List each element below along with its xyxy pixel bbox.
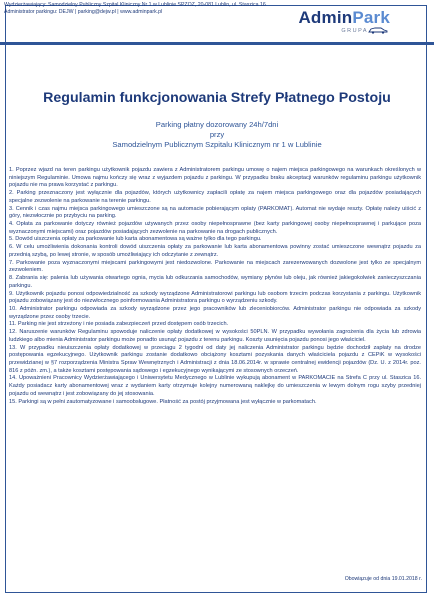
rule-item-11: 11. Parking nie jest strzeżony i nie posiada zabezpieczeń przed dostępem osób trzecich. <box>9 321 229 328</box>
rules-list <box>9 167 421 406</box>
adminpark-logo <box>300 9 390 41</box>
header-line-administrator: Administrator parkingu: DEJW | parking@dejw.pl | www.adminpark.pl <box>4 9 163 15</box>
rule-item-13: 13. W przypadku nieuiszczenia opłaty dodatkowej w przeciągu 2 tygodni od daty jej naliczenia Administrator parkingu będzie dochodził zapłaty na drodze postępowania egzekucyjnego. Użytkownik parkingu zostanie dodatkowo obciążony kosztami pozyskania danych właściciela pojazdu z CEPiK w wysokości przewidzianej w §7 rozporządzenia Ministra Spraw Wewnętrznych i Administracji z dnia 18.06.2014r. w sprawie centralnej ewidencji pojazdów (Dz. U. z 2014r. poz. 816 z późn. zm.), a także kosztami postępowania sądowego i egzekucyjnego wynikającymi ze stosownych orzeczeń. <box>9 344 421 374</box>
car-icon <box>368 26 388 34</box>
effective-date: Obowiązuje od dnia 19.01.2018 r. <box>344 576 422 582</box>
rule-item-1: 1. Poprzez wjazd na teren parkingu użytkownik pojazdu zawiera z Administratorem parkingu umowę o najem miejsca parkingowego na warunkach określonych w niniejszym Regulaminie. Umowa najmu kończy się wraz z wyjazdem pojazdu z parkingu. W przypadku braku akceptacji warunków regulaminu parkingu użytkownik pojazdu nie ma prawa korzystać z parkingu. <box>9 167 421 189</box>
rule-item-14: 14. Upoważnieni Pracownicy Wydzierżawiającego i Uniwersytetu Medycznego w Lublinie wykupują abonament w PARKOMACIE na Strefa C przy ul. Staszica 16. Każdy posiadacz karty abonamentowej wraz z wydaniem karty otrzymuje kolejny numerowaną naklejkę do umieszczenia w lewym dolnym rogu szyby przedniej pojazdu od wewnątrz i jest zobowiązany do jej stosowania. <box>9 375 421 397</box>
logo-tagline: GRUPA <box>341 28 368 34</box>
header-divider <box>0 42 434 45</box>
logo-wordmark <box>298 9 390 27</box>
header-line-landlord: Wydzierżawiający: Samodzielny Publiczny Szpital Kliniczny Nr 1 w Lublinie SPZOZ, 20-081 Lublin, ul. Staszica 16 <box>4 2 266 8</box>
logo-text-admin: Admin <box>298 8 353 27</box>
document-title: Regulamin funkcjonowania Strefy Płatnego Postoju <box>43 90 391 106</box>
subtitle-line-3: Samodzielnym Publicznym Szpitalu Klinicznym nr 1 w Lublinie <box>112 140 322 149</box>
header-bar <box>0 0 434 42</box>
header-info <box>4 2 266 16</box>
rule-item-9: 9. Użytkownik pojazdu ponosi odpowiedzialność za szkody wyrządzone Administratorowi parkingu lub osobom trzecim podczas korzystania z parkingu. Użytkownik pojazdu zobowiązany jest do niezwłocznego poinformowania Administratora parkingu o wyrządzeniu szkody. <box>9 290 421 305</box>
rule-item-12: 12. Naruszenie warunków Regulaminu spowoduje naliczenie opłaty dodatkowej w wysokości 50PLN. W przypadku wywołania zagrożenia dla życia lub zdrowia ludzkiego albo mienia Administrator parkingu może ponadto usunąć pojazdu z terenu parkingu. Koszty usunięcia pojazdu ponosi jego właściciel. <box>9 329 421 343</box>
subtitle-line-1: Parking płatny dozorowany 24h/7dni <box>155 120 279 129</box>
rule-item-2: 2. Parking przeznaczony jest wyłącznie dla pojazdów, których użytkownicy zapłacili opłatę za najem miejsca parkingowego oraz dla pojazdów posiadających specjalne zezwolenie na parkowanie na terenie parkingu. <box>9 190 421 204</box>
rule-item-10: 10. Administrator parkingu odpowiada za szkody wyrządzone przez jego pracowników lub zleceniobiorców. Administrator parkingu nie odpowiada za szkody wyrządzone przez osoby trzecie. <box>9 305 421 320</box>
logo-text-park: Park <box>352 8 390 27</box>
rule-item-6: 6. W celu umożliwienia dokonania kontroli dowód uiszczenia opłaty za parkowanie lub karta abonamentowa powinny zostać umieszczone wewnątrz pojazdu za przednią szybą, po lewej stronie, w sposób umożliwiający ich odczytanie z zewnątrz. <box>9 244 421 258</box>
rule-item-8: 8. Zabrania się: palenia lub używania otwartego ognia, mycia lub odkurzania samochodów, wymiany płynów lub oleju, jak również jakiegokolwiek zanieczyszczania parkingu. <box>9 275 421 289</box>
rule-item-5: 5. Dowód uiszczenia opłaty za parkowanie lub karta abonamentowa są ważne tylko dla tego parkingu. <box>9 236 262 243</box>
rule-item-4: 4. Opłata za parkowanie dotyczy również pojazdów używanych przez osoby niepełnosprawne (bez karty parkingowej osoby niepełnosprawnej i parkujące poza wyznaczonymi miejscami) oraz pojazdów posiadających zezwolenie na parkowanie na drogach publicznych. <box>9 221 421 235</box>
subtitle-line-2: przy <box>209 130 225 139</box>
rule-item-7: 7. Parkowanie poza wyznaczonymi miejscami parkingowymi jest niedozwolone. Parkowanie na miejscach zarezerwowanych dozwolone jest tylko ze specjalnym zezwoleniem. <box>9 259 421 274</box>
rule-item-3: 3. Cennik i czas najmu miejsca parkingowego umieszczone są na automacie pobierającym opłaty (PARKOMAT). Automat nie wydaje reszty. Opłatę należy uiścić z góry, niezwłocznie po przybyciu na parking. <box>9 205 421 220</box>
rule-item-15: 15. Parkingi są w pełni zautomatyzowane i samoobsługowe. Płatność za postój przyjmowana jest wyłącznie w parkomatach. <box>9 398 317 405</box>
